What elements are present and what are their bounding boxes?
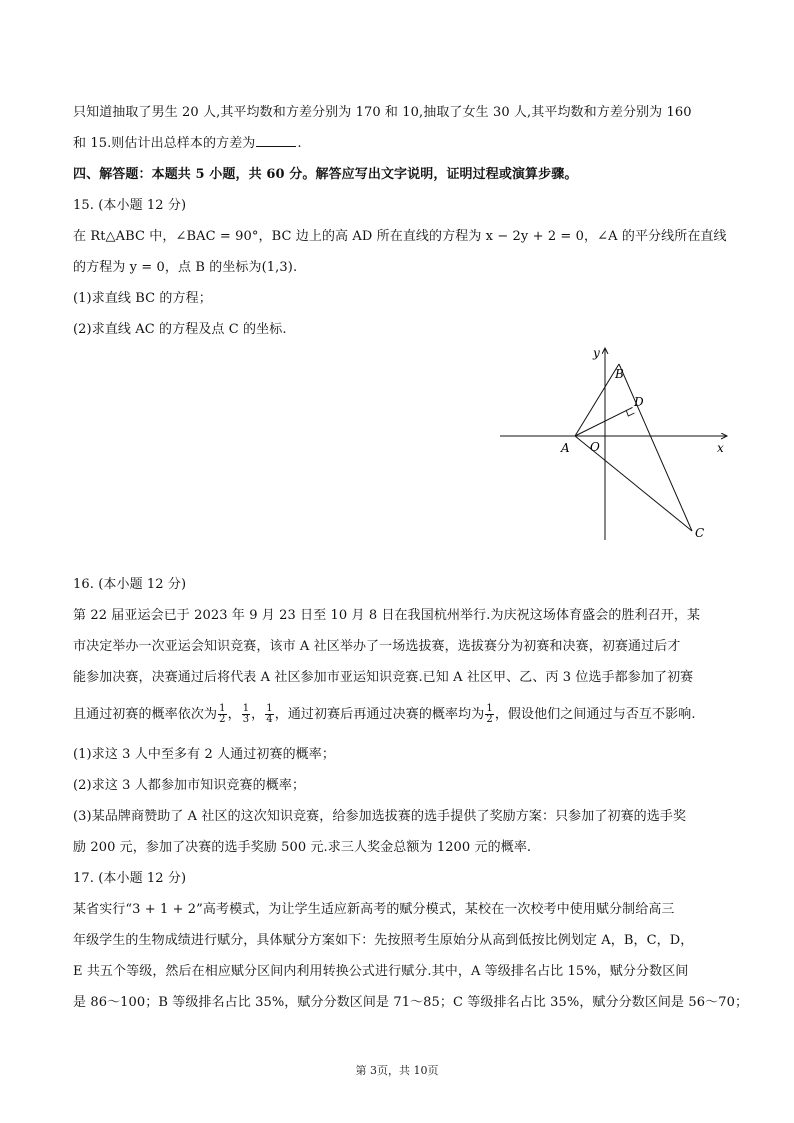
fraction-denominator: 3	[242, 714, 250, 725]
answer-blank[interactable]	[256, 134, 296, 147]
fraction-numerator: 1	[219, 703, 226, 714]
question-text: E 共五个等级，然后在相应赋分区间内利用转换公式进行赋分.其中，A 等级排名占比 15%，赋分分数区间	[73, 964, 689, 979]
segment-bc	[619, 364, 692, 531]
label-y: y	[593, 346, 600, 360]
sub-question: (2)求这 3 人都参加市知识竞赛的概率；	[73, 778, 306, 793]
fraction-denominator: 2	[219, 714, 226, 725]
question-text: 且通过初赛的概率依次为 $\frac{1}{2}$ ， $\frac{1}{3}$ ， $\frac{1}{4}$ ，通过初赛后再通过决赛的概率均为 $\frac{1}{2}$ ，假设他们之间通过与否互不影响.	[73, 703, 696, 725]
geometry-figure	[495, 340, 735, 545]
text-segment: .	[297, 136, 302, 151]
label-c: C	[695, 526, 705, 540]
section-header: 四、解答题：本题共 5 小题，共 60 分。解答应写出文字说明，证明过程或演算步骤。	[73, 167, 578, 182]
sub-question: 励 200 元，参加了决赛的选手奖励 500 元.求三人奖金总额为 1200 元的概率.	[73, 840, 532, 855]
fraction	[218, 704, 226, 725]
question-title: 17. (本小题 12 分)	[73, 871, 187, 886]
page-footer: 第 3页，共 10页	[355, 1064, 439, 1077]
question-text: 的方程为 y = 0，点 B 的坐标为(1,3).	[73, 260, 298, 275]
question-text: 市决定举办一次亚运会知识竞赛，该市 A 社区举办了一场选拔赛，选拔赛分为初赛和决赛，初赛通过后才	[73, 639, 681, 654]
question-text: 能参加决赛，决赛通过后将代表 A 社区参加市亚运知识竞赛.已知 A 社区甲、乙、丙 3 位选手都参加了初赛	[73, 670, 694, 685]
right-angle-mark	[626, 411, 634, 417]
question-text: 是 86～100；B 等级排名占比 35%，赋分分数区间是 71～85；C 等级排名占比 35%，赋分分数区间是 56～70；	[73, 995, 749, 1010]
text-segment: 和 15.则估计出总样本的方差为	[73, 136, 256, 151]
sub-question: (3)某品牌商赞助了 A 社区的这次知识竞赛，给参加选拔赛的选手提供了奖励方案：只参加了初赛的选手奖	[73, 809, 687, 824]
fraction	[242, 704, 250, 725]
label-a: A	[561, 441, 570, 455]
fraction	[265, 704, 273, 725]
question-text: 年级学生的生物成绩进行赋分，具体赋分方案如下：先按照考生原始分从高到低按比例划定 A，B，C，D，	[73, 933, 694, 948]
fraction-denominator: 2	[486, 714, 493, 725]
question-text: 某省实行“3 + 1 + 2”高考模式，为让学生适应新高考的赋分模式，某校在一次校考中使用赋分制给高三	[73, 902, 675, 917]
question-title: 16. (本小题 12 分)	[73, 577, 187, 592]
fraction-numerator: 1	[242, 703, 250, 714]
question-text: 第 22 届亚运会已于 2023 年 9 月 23 日至 10 月 8 日在我国杭州举行.为庆祝这场体育盛会的胜利召开，某	[73, 608, 701, 623]
text-segment: 且通过初赛的概率依次为	[73, 707, 218, 722]
text-line	[73, 134, 721, 154]
question-text: 在 Rt△ABC 中，∠BAC = 90°，BC 边上的高 AD 所在直线的方程为 x − 2y + 2 = 0，∠A 的平分线所在直线	[73, 229, 727, 244]
label-o: O	[590, 440, 600, 454]
question-title: 15. (本小题 12 分)	[73, 198, 187, 213]
fraction-denominator: 4	[266, 714, 273, 725]
fraction	[485, 704, 493, 725]
text-segment: ，假设他们之间通过与否互不影响.	[494, 707, 696, 722]
sub-question: (2)求直线 AC 的方程及点 C 的坐标.	[73, 322, 287, 337]
sub-question: (1)求这 3 人中至多有 2 人通过初赛的概率；	[73, 747, 335, 762]
label-x: x	[717, 441, 724, 455]
label-d: D	[634, 395, 644, 409]
fraction-numerator: 1	[486, 703, 493, 714]
fraction-numerator: 1	[266, 703, 273, 714]
coordinate-diagram	[495, 340, 735, 545]
text-line: 只知道抽取了男生 20 人,其平均数和方差分别为 170 和 10,抽取了女生 30 人,其平均数和方差分别为 160	[73, 105, 692, 120]
label-b: B	[615, 367, 624, 381]
sub-question: (1)求直线 BC 的方程；	[73, 291, 212, 306]
text-segment: ，通过初赛后再通过决赛的概率均为	[274, 707, 485, 722]
